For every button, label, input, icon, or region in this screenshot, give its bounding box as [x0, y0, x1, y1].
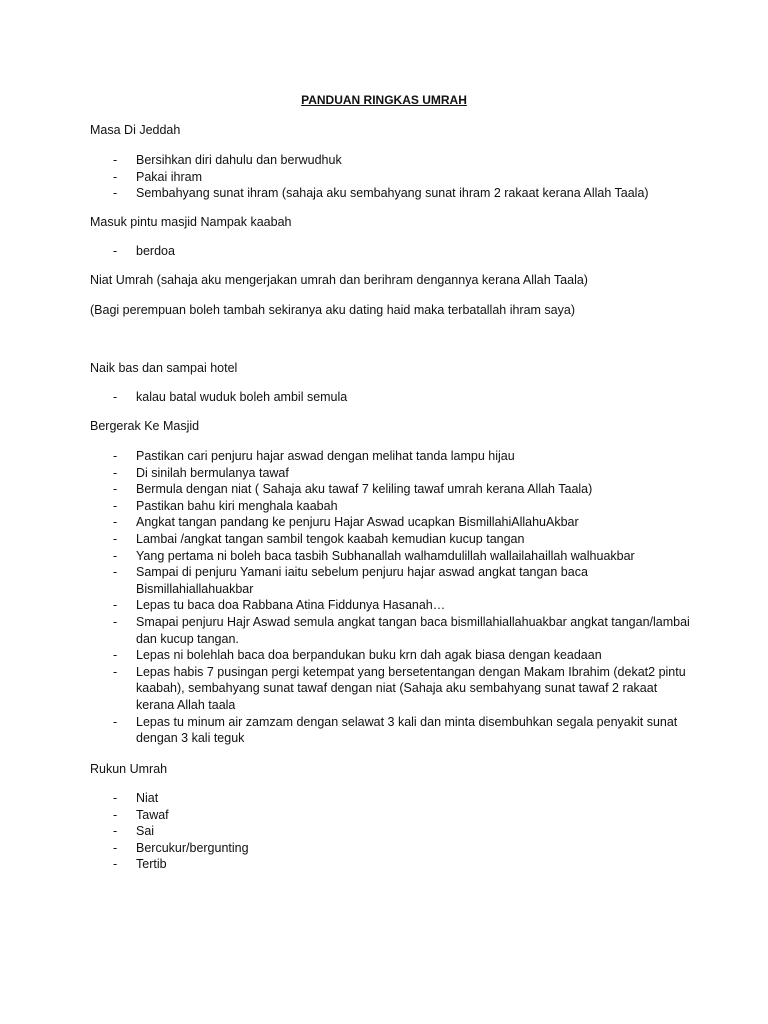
list-item [90, 564, 690, 597]
list-item-text: Lepas habis 7 pusingan pergi ketempat yang bersetentangan dengan Makam Ibrahim (dekat2 pintu kaabah), sembahyang sunat tawaf dengan niat (Sahaja aku sembahyang sunat tawaf 2 rakaat kerana Allah taala [136, 664, 686, 712]
bullet-dash: - [113, 664, 118, 679]
list-item [90, 531, 690, 548]
list-item [90, 714, 690, 747]
list-naik-bas [90, 389, 690, 406]
list-item-text: Lepas tu minum air zamzam dengan selawat 3 kali dan minta disembuhkan segala penyakit sunat dengan 3 kali teguk [136, 714, 678, 746]
bullet-dash: - [113, 390, 118, 404]
list-item [90, 790, 690, 807]
section-heading-naik-bas: Naik bas dan sampai hotel [90, 361, 238, 375]
list-item [90, 823, 690, 840]
bullet-dash: - [113, 531, 118, 546]
list-item-text: Smapai penjuru Hajr Aswad semula angkat tangan baca bismillahiallahuakbar angkat tangan/lambai dan kucup tangan. [136, 614, 690, 646]
list-item [90, 840, 690, 857]
list-item [90, 152, 690, 169]
section-heading-rukun-umrah: Rukun Umrah [90, 762, 168, 776]
bullet-dash: - [113, 840, 118, 855]
list-item [90, 597, 690, 614]
bullet-dash: - [113, 498, 118, 513]
list-item [90, 514, 690, 531]
section-heading-masa-di-jeddah: Masa Di Jeddah [90, 123, 181, 137]
list-masa-di-jeddah [90, 152, 690, 202]
list-item-text: Bermula dengan niat ( Sahaja aku tawaf 7 keliling tawaf umrah kerana Allah Taala) [136, 482, 593, 497]
list-item-text: Yang pertama ni boleh baca tasbih Subhanallah walhamdulillah wallailahaillah walhuakbar [136, 548, 635, 563]
section-note-bagi-perempuan: (Bagi perempuan boleh tambah sekiranya aku dating haid maka terbatallah ihram saya) [90, 303, 576, 317]
list-item-text: Bersihkan diri dahulu dan berwudhuk [136, 153, 342, 167]
list-item-text: Lepas ni bolehlah baca doa berpandukan buku krn dah agak biasa dengan keadaan [136, 648, 602, 663]
bullet-dash: - [113, 714, 118, 729]
bullet-dash: - [113, 515, 118, 530]
list-item-text: Pastikan bahu kiri menghala kaabah [136, 498, 338, 513]
list-item-text: Angkat tangan pandang ke penjuru Hajar Aswad ucapkan BismillahiAllahuAkbar [136, 515, 579, 530]
list-item-text: Di sinilah bermulanya tawaf [136, 465, 289, 480]
list-item [90, 169, 690, 186]
bullet-dash: - [113, 807, 118, 822]
bullet-dash: - [113, 648, 118, 663]
list-item-text: Bercukur/bergunting [136, 840, 249, 855]
list-item-text: Pakai ihram [136, 169, 202, 184]
bullet-dash: - [113, 857, 118, 872]
list-item [90, 856, 690, 873]
list-item-text: Sai [136, 824, 155, 839]
bullet-dash: - [113, 824, 118, 839]
list-item [90, 465, 690, 482]
section-heading-niat-umrah: Niat Umrah (sahaja aku mengerjakan umrah dan berihram dengannya kerana Allah Taala) [90, 273, 588, 287]
list-item-text: Sembahyang sunat ihram (sahaja aku sembahyang sunat ihram 2 rakaat kerana Allah Taala) [136, 186, 649, 201]
list-item-text: Sampai di penjuru Yamani iaitu sebelum penjuru hajar aswad angkat tangan baca Bismillahiallahuakbar [136, 565, 588, 596]
bullet-dash: - [113, 548, 118, 563]
list-item [90, 647, 690, 664]
bullet-dash: - [113, 791, 118, 805]
list-item-text: Lambai /angkat tangan sambil tengok kaabah kemudian kucup tangan [136, 531, 525, 546]
bullet-dash: - [113, 186, 118, 201]
bullet-dash: - [113, 465, 118, 480]
list-item-text: Lepas tu baca doa Rabbana Atina Fiddunya Hasanah… [136, 598, 446, 613]
bullet-dash: - [113, 153, 118, 167]
list-item [90, 664, 690, 714]
list-item [90, 548, 690, 565]
list-item-text: kalau batal wuduk boleh ambil semula [136, 390, 348, 404]
section-heading-bergerak-ke-masjid: Bergerak Ke Masjid [90, 419, 200, 433]
bullet-dash: - [113, 598, 118, 613]
list-item-text: berdoa [136, 244, 175, 258]
bullet-dash: - [113, 244, 118, 258]
list-item [90, 243, 690, 260]
list-item [90, 448, 690, 465]
bullet-dash: - [113, 565, 118, 580]
list-item [90, 389, 690, 406]
list-item-text: Tawaf [136, 807, 169, 822]
list-item [90, 481, 690, 498]
document-title: PANDUAN RINGKAS UMRAH [301, 93, 467, 107]
list-masuk-pintu-masjid [90, 243, 690, 260]
bullet-dash: - [113, 449, 118, 463]
list-item [90, 807, 690, 824]
list-item [90, 498, 690, 515]
list-item-text: Niat [136, 791, 159, 805]
list-item-text: Tertib [136, 857, 167, 872]
list-item-text: Pastikan cari penjuru hajar aswad dengan melihat tanda lampu hijau [136, 449, 515, 463]
list-bergerak-ke-masjid [90, 448, 690, 747]
section-heading-masuk-pintu-masjid: Masuk pintu masjid Nampak kaabah [90, 215, 292, 229]
bullet-dash: - [113, 614, 118, 629]
bullet-dash: - [113, 169, 118, 184]
bullet-dash: - [113, 482, 118, 497]
list-item [90, 185, 690, 202]
list-item [90, 614, 690, 647]
list-rukun-umrah [90, 790, 690, 873]
